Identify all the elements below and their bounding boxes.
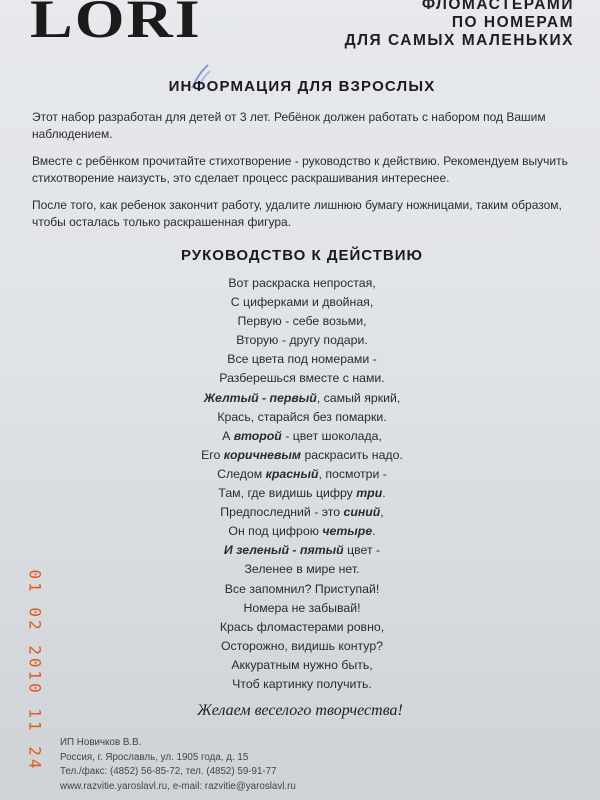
poem-line (32, 484, 572, 503)
poem-emphasis: три (356, 486, 383, 501)
series-title (345, 0, 574, 50)
poem-line (32, 522, 572, 541)
publisher-line: Тел./факс: (4852) 56-85-72, тел. (4852) 59-91-77 (60, 766, 277, 778)
closing-wish: Желаем веселого творчества! (197, 702, 403, 719)
poem-text: , самый яркий, (316, 390, 401, 405)
poem-text: Там, где видишь цифру (218, 486, 357, 501)
poem-text: С циферками и двойная, (230, 295, 374, 310)
poem-text: Следом (217, 466, 266, 481)
poem-line (32, 675, 572, 694)
poem-text: Чтоб картинку получить. (232, 676, 372, 691)
publisher-line: Россия, г. Ярославль, ул. 1905 года, д. 15 (60, 751, 249, 763)
poem-text: Вторую - другу подари. (236, 333, 368, 348)
poem-text: Разберешься вместе с нами. (219, 371, 385, 386)
poem-line (32, 350, 572, 369)
poem-line (32, 369, 572, 388)
publisher-line: www.razvitie.yaroslavl.ru, e-mail: razvitie@yaroslavl.ru (60, 780, 296, 792)
poem-text: Аккуратным нужно быть, (231, 657, 373, 672)
poem-text: цвет - (343, 543, 381, 558)
poem-line (32, 408, 572, 427)
poem-line (32, 637, 572, 656)
guide-title: РУКОВОДСТВО К ДЕЙСТВИЮ (181, 247, 423, 264)
publisher-info (60, 736, 580, 794)
camera-date-stamp (25, 568, 45, 772)
series-line: ДЛЯ САМЫХ МАЛЕНЬКИХ (344, 32, 574, 49)
main-content (32, 78, 572, 694)
poem-emphasis: красный (265, 466, 319, 481)
poem-emphasis: Желтый - первый (203, 390, 317, 405)
publisher-line: ИП Новичков В.В. (60, 737, 142, 748)
poem-line (32, 599, 572, 618)
poem-line (32, 312, 572, 331)
poem-line (32, 427, 572, 446)
poem-text: . (372, 524, 376, 539)
poem-text: Зеленее в мире нет. (244, 562, 360, 577)
poem-line (32, 446, 572, 465)
info-paragraph: Вместе с ребёнком прочитайте стихотворение - руководство к действию. Рекомендуем выучить стихотворение наизусть, это сделает процесс раскрашивания интереснее. (32, 154, 568, 185)
poem-text: . (382, 486, 386, 501)
poem (32, 274, 572, 694)
series-line: ФЛОМАСТЕРАМИ (421, 0, 574, 13)
poem-text: Он под цифрою (228, 524, 323, 539)
poem-line (32, 293, 572, 312)
poem-line (32, 580, 572, 599)
card-header (0, 0, 600, 56)
poem-line (32, 331, 572, 350)
poem-line (32, 618, 572, 637)
poem-text: Номера не забывай! (243, 600, 361, 615)
poem-text: Вот раскраска непростая, (228, 276, 376, 290)
poem-text: Предпоследний - это (220, 505, 344, 520)
poem-text: Первую - себе возьми, (237, 314, 367, 329)
poem-text: раскрасить надо. (301, 447, 403, 462)
poem-text: Все запомнил? Приступай! (224, 581, 380, 596)
poem-text: Крась, старайся без помарки. (217, 409, 387, 424)
poem-line (32, 656, 572, 675)
poem-line (32, 465, 572, 484)
poem-emphasis: четыре (322, 524, 373, 539)
poem-line (32, 541, 572, 560)
info-paragraph: Этот набор разработан для детей от 3 лет. Ребёнок должен работать с набором под Вашим наблюдением. (32, 110, 546, 141)
poem-text: , (380, 505, 384, 520)
info-paragraph: После того, как ребенок закончит работу, удалите лишнюю бумагу ножницами, таким образом, чтобы осталась только раскрашенная фигура. (32, 198, 562, 229)
poem-line (32, 274, 572, 293)
info-title: ИНФОРМАЦИЯ ДЛЯ ВЗРОСЛЫХ (168, 78, 436, 95)
poem-emphasis: второй (233, 428, 282, 443)
poem-text: Крась фломастерами ровно, (219, 619, 385, 634)
poem-text: , посмотри - (318, 466, 387, 481)
poem-text: Все цвета под номерами - (227, 352, 377, 367)
brand-logo: LORI (30, 0, 202, 49)
poem-text: Его (201, 447, 224, 462)
camera-date-text: 01 02 2010 11 24 (25, 568, 45, 772)
poem-line (32, 560, 572, 579)
poem-emphasis: коричневым (223, 447, 302, 462)
poem-line (32, 503, 572, 522)
poem-text: - цвет шоколада, (281, 428, 382, 443)
poem-text: А (222, 428, 234, 443)
poem-emphasis: И зеленый - пятый (223, 543, 344, 558)
poem-text: Осторожно, видишь контур? (220, 638, 383, 653)
series-line: ПО НОМЕРАМ (451, 14, 574, 31)
poem-emphasis: синий (343, 505, 381, 520)
poem-line (32, 389, 572, 408)
